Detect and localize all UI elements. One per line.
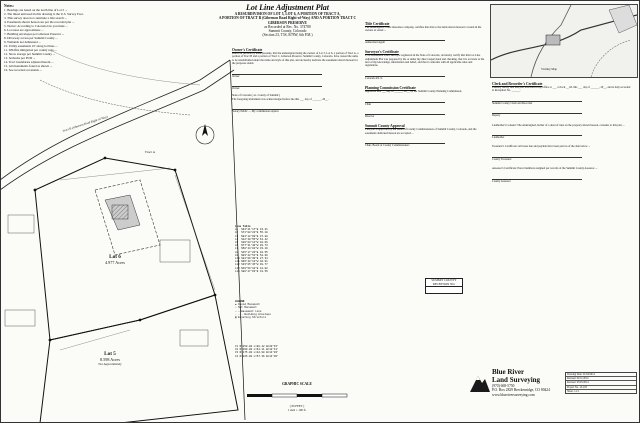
revision-row: Drawing Date: 01/04/2014 — [566, 373, 636, 377]
firm-phone: (970) 668-5750 — [492, 384, 515, 388]
county-approval-heading: Summit County Approval — [365, 124, 405, 129]
title-line1: A RESUBDIVISION OF LOT 5, LOT 6, A PORTION OF TRACT A, — [234, 12, 341, 16]
tract-a-label: Tract A — [144, 150, 156, 154]
lot6-area: 4.977 Acres — [104, 260, 125, 265]
notes-heading: Notes: — [4, 4, 14, 8]
legend: LEGEND ● Found Monument ○ Set Monument — — Easement Line - - - Building Envelope ▨ Existing Structure — [235, 300, 325, 319]
line-table-heading: Line Table — [235, 225, 251, 228]
surveyor-cert-heading: Surveyor's Certificate — [365, 50, 399, 55]
line-table: Line Table L1 S64°21'17"E 43.21 L2 S71°08'22"E 55.10 L3 N84°12'09"E 37.88 L4 S12°40'55"W 61.42 L5 S20°03'14"W 48.06 L6 N77°31'40"W 29.73 L7 N58°44'02"W 33.19 L8 S45°17'26"E 40.55 L9 N03°22'51"E 52.60 L10 S81°09'30"E 27.34 L11 N66°48'12"W 46.91 L12 S33°05'45"W 38.77 L13 N49°50'18"E 44.02 L14 S88°27'03"E 31.56 — [235, 225, 315, 273]
firm-name-line1: Blue River — [492, 368, 525, 376]
owner-cert-heading: Owner's Certificate — [232, 48, 263, 52]
revision-row: Project No. 13-103 — [566, 386, 636, 390]
legend-heading: LEGEND — [235, 300, 245, 303]
clerk-heading: Clerk and Recorder's Certificate — [492, 82, 543, 86]
plat-notes: Notes: 1. Bearings are based on the north line of Lot 5 ... 2. The lineal unit used in this drawing is the U.S. Survey Foot. 3. This survey does not constitute a title search ... 4. Easements shown hereon are per the recorded plat ... 5. Notice: According to Colorado law you must ... 6. Lot areas are approximate ... 7. Building envelopes per Giberson Preserve ... 8. Driveway access per Summit County ... 9. Wetlands not delineated ... 10. Utility easements 10' along lot lines ... 11. Wildfire mitigation per county regs ... 12. Snow storage per Summit County ... 13. Setbacks per PUD ... 14. Tract boundaries adjusted herein ... 15. All monuments found as shown ... 16. See recorded covenants ... — [4, 4, 122, 72]
right-mid-column: Title Certificate The undersigned, a title insurance company, certifies that title to the lands shown hereon is vested in the owners as stated ... Authorized Agent Surveyor's Certificate I, a Professional Land Surveyor registered in the State of Colorado, do hereby certify that this Lot Line Adjustment Plat was prepared by me or under my direct supervision and checking, that it is accurate to the best of my knowledge, information and belief, and that it conforms with all applicable rules and regulations. Colorado P.L.S. Planning Commission Certificate Approved this ___ day of ______, 20__ by the Summit County Planning Commission. Chair Director Summit County Approval This plat is approved by the Board of County Commissioners of Summit County, Colorado, and the easements dedicated hereon are accepted ... Chair, Board of County Commissioners — [365, 22, 485, 148]
planning-heading: Planning Commission Certificate — [365, 86, 416, 91]
mountain-logo-icon — [470, 372, 490, 392]
lot6-label: Lot 6 — [109, 254, 121, 260]
stamp-line2: RECEPTION NO. — [432, 281, 456, 286]
title-line4: as Recorded at Rec. No. 374780 — [264, 24, 311, 29]
firm-block — [470, 368, 560, 420]
revision-row: Revised: 03/05/2014 — [566, 381, 636, 385]
vicinity-map-label: Vicinity Map — [541, 67, 557, 71]
scale-bar — [242, 393, 352, 399]
title-cert-heading: Title Certificate — [365, 22, 390, 26]
title-line2: A PORTION OF TRACT B (Gibernon Road Right-of-Way) AND A PORTION TRACT C — [218, 16, 357, 21]
vicinity-map — [490, 4, 638, 78]
firm-web: www.blueriversurveying.com — [492, 392, 535, 397]
firm-address: P.O. Box 2829 Breckenridge, CO 80424 — [492, 388, 550, 393]
right-column: Clerk and Recorder's Certificate I hereby certify that this plat was filed in my office at ___ o'clock __.M. this ___ day of ______, 20__, and is duly recorded at Reception No. ______. Summit County Clerk and Recorder Deputy Lienholder's Consent: The undersigned, holder of a deed of trust on the property shown hereon, consents to this plat ... Lienholder Treasurer's Certificate: All taxes due and payable have been paid as of the date below ... County Treasurer Assessor's Certificate: Parcel numbers assigned per records of the Summit County Assessor ... County Assessor — [492, 82, 631, 183]
scale-label: GRAPHIC SCALE — [282, 382, 312, 386]
owner-certificate: Owner's Certificate Know all persons by these presents, that the undersigned being the owners of Lot 5, Lot 6, a portion of Tract A, a portion of Tract B and a portion of Tract C, Giberson Preserve, Summit County, Colorado, have caused the same to be resubdivided under the name and style of this plat, and do hereby dedicate the easements shown hereon for the purposes stated. Owner Owner State of Colorado ) ss. County of Summit ) The foregoing instrument was acknowledged before me this ___ day of ______, 20__. Notary Public — My commission expires — [232, 48, 359, 114]
plat-title: Lot Line Adjustment Plat — [245, 3, 330, 12]
title-line3: GIBERSON PRESERVE — [268, 20, 307, 25]
lot5-area: 8.598 Acres — [99, 357, 120, 362]
graphic-scale — [242, 382, 352, 412]
title-block — [200, 3, 375, 38]
revision-table — [565, 372, 637, 394]
lot5-label: Lot 5 — [104, 351, 116, 357]
curve-table: C1 R=250.00 L=88.42 Δ=20°15' C2 R=300.00 L=64.11 Δ=12°14' C3 R=175.00 L=42.90 Δ=14°03' C4 R=225.00 L=57.36 Δ=14°36' — [235, 345, 279, 358]
lot5-label-block — [70, 352, 150, 367]
title-line6: (Section 23, T5S, R78W, 6th P.M.) — [262, 33, 313, 38]
title-line5: Summit County, Colorado — [268, 29, 307, 34]
revision-row: Revised: 02/11/2014 — [566, 377, 636, 381]
reception-stamp — [425, 278, 463, 294]
stamp-line1: SUMMIT COUNTY — [431, 278, 457, 282]
vicinity-map-drawing — [491, 5, 637, 77]
revision-row: Sheet 1 of 1 — [567, 389, 580, 393]
scale-unit: ( IN FEET ) — [289, 404, 305, 408]
road-label: Tract B (Giberson Road Right-of-Way) — [62, 114, 109, 133]
firm-name-line2: Land Surveying — [492, 376, 541, 384]
scale-ratio: 1 inch = 100 ft. — [287, 408, 307, 412]
lot6-label-block — [80, 255, 150, 265]
lot5-note: Not Approximately — [98, 362, 122, 366]
